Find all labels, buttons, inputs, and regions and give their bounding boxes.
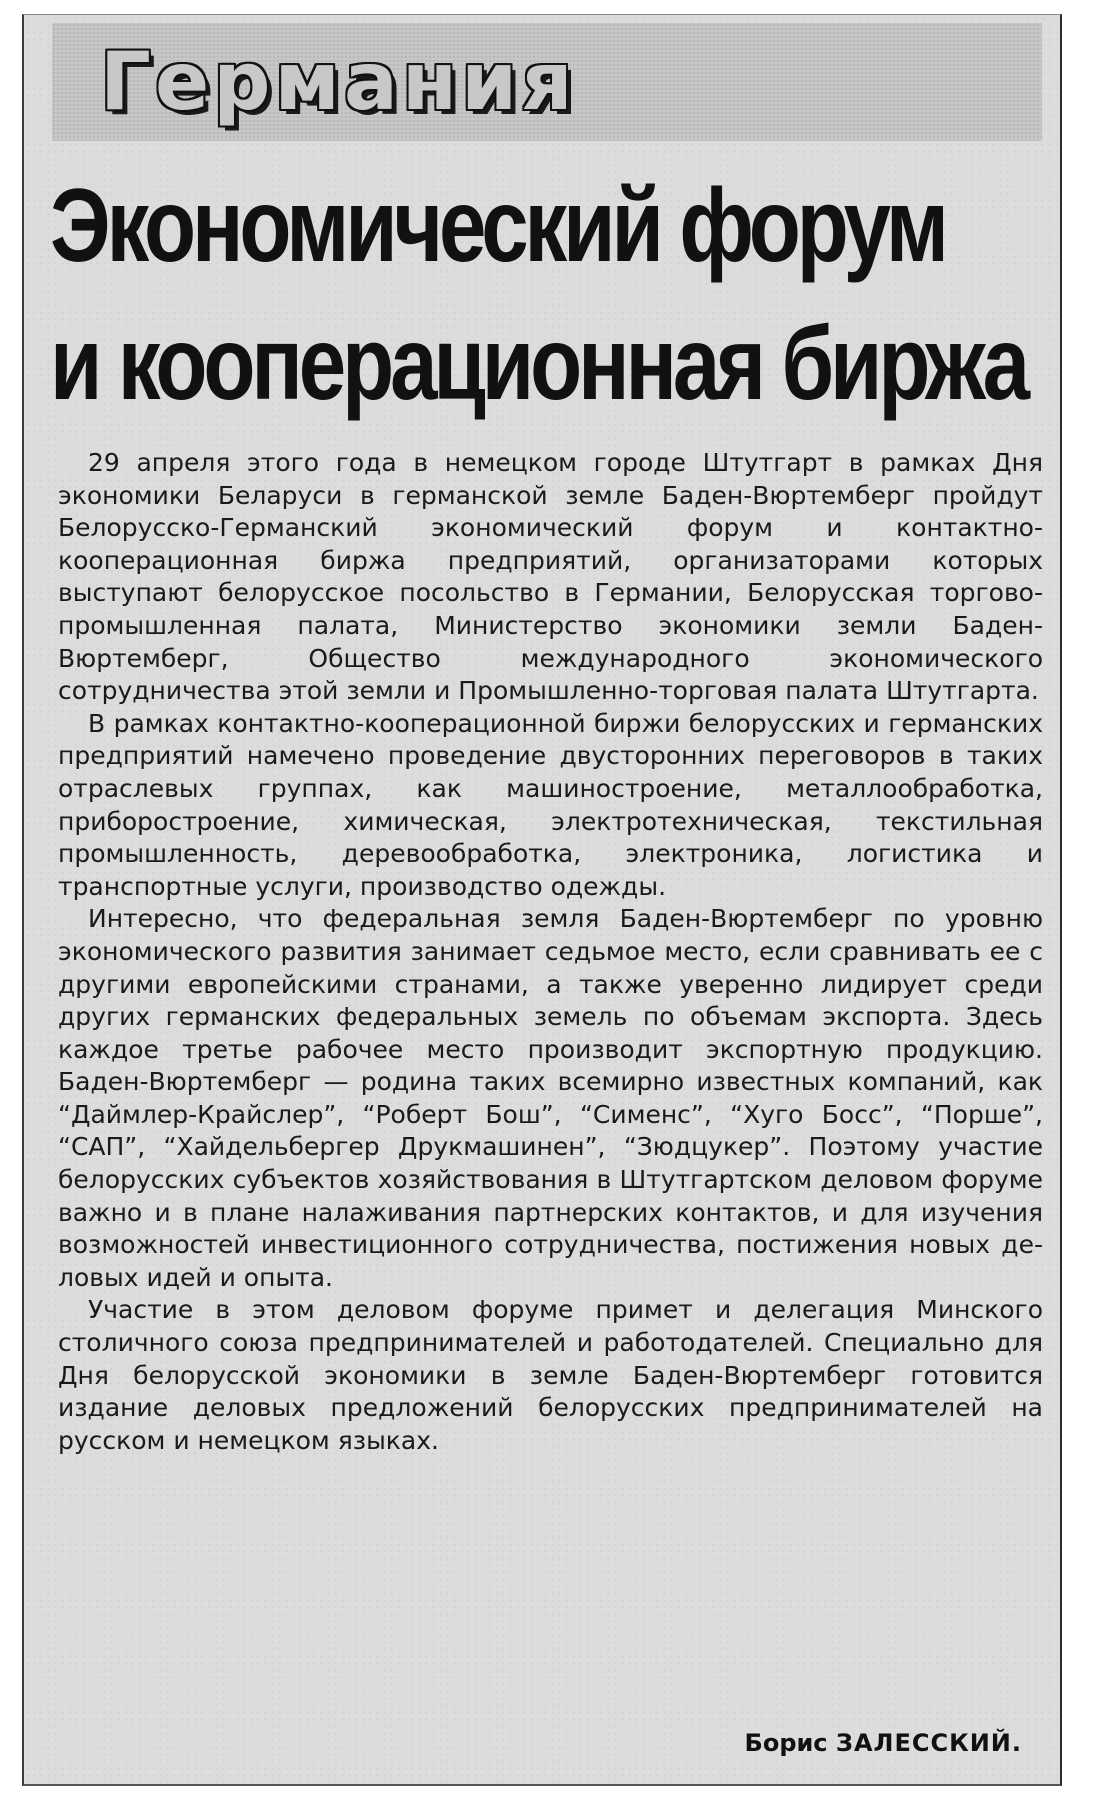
paragraph-4: Участие в этом деловом форуме примет и делегация Минского столичного союза предпринимателей и работодателей. Специально для Дня белорусской экономики в земле Баден-Вюртемберг готовится издание деловых предложений белорусских предпринимателей на русском и немецком языках. bbox=[58, 1295, 1043, 1455]
headline-line-1: Экономический форум bbox=[50, 168, 945, 284]
author-signature bbox=[745, 1729, 1022, 1757]
paragraph-2: В рамках контактно-кооперационной биржи белорусских и германских предприятий намечено проведение двусторонних переговоров в таких отраслевых группах, как машиностроение, металлообработка, приборостроение, химическая, электротехническая, текстильная промышленность, деревообработка, электроника, логистика и транспортные услуги, производство одежды. bbox=[58, 708, 1043, 901]
rubric-title: Германия bbox=[100, 35, 577, 128]
author-first-name: Борис bbox=[744, 1729, 828, 1757]
headline-line-2: и кооперационная биржа bbox=[50, 306, 1026, 422]
paragraph-3: Интересно, что федеральная земля Баден-Вюртемберг по уровню экономического развития занимает седьмое место, если сравнивать ее с другими европейскими странами, а также уверенно лидирует среди других германских федеральных земель по объемам экспорта. Здесь каждое третье рабочее место производит экспортную продукцию. Баден-Вюртемберг — родина таких всемирно известных компаний, как “Даймлер-Крайслер”, “Роберт Бош”, “Сименс”, “Хуго Босс”, “Порше”, “САП”, “Хайдельбергер Друкмашинен”, “Зюдцукер”. Поэтому участие белорусских субъектов хозяйствования в Штутгартском деловом форуме важно и в плане налаживания партнерских контактов, и для изучения возможностей инвестиционного сотрудничества, постижения новых деловых идей и опыта. bbox=[58, 904, 1043, 1292]
article-headline bbox=[50, 157, 1026, 433]
newspaper-clipping bbox=[22, 14, 1062, 1786]
rubric-banner bbox=[52, 23, 1042, 141]
author-last-name: ЗАЛЕССКИЙ. bbox=[835, 1729, 1022, 1757]
paragraph-1: 29 апреля этого года в немецком городе Штутгарт в рамках Дня экономики Беларуси в германской земле Баден-Вюртемберг пройдут Белорусско-Германский экономический форум и контактно-кооперационная биржа предприятий, организаторами которых выступают белорусское посольство в Германии, Белорусская торгово-промышленная палата, Министерство экономики земли Баден-Вюртемберг, Общество международного экономического сотрудничества этой земли и Промышленно-торговая палата Штутгарта. bbox=[58, 448, 1043, 706]
article-body bbox=[58, 447, 1043, 1457]
